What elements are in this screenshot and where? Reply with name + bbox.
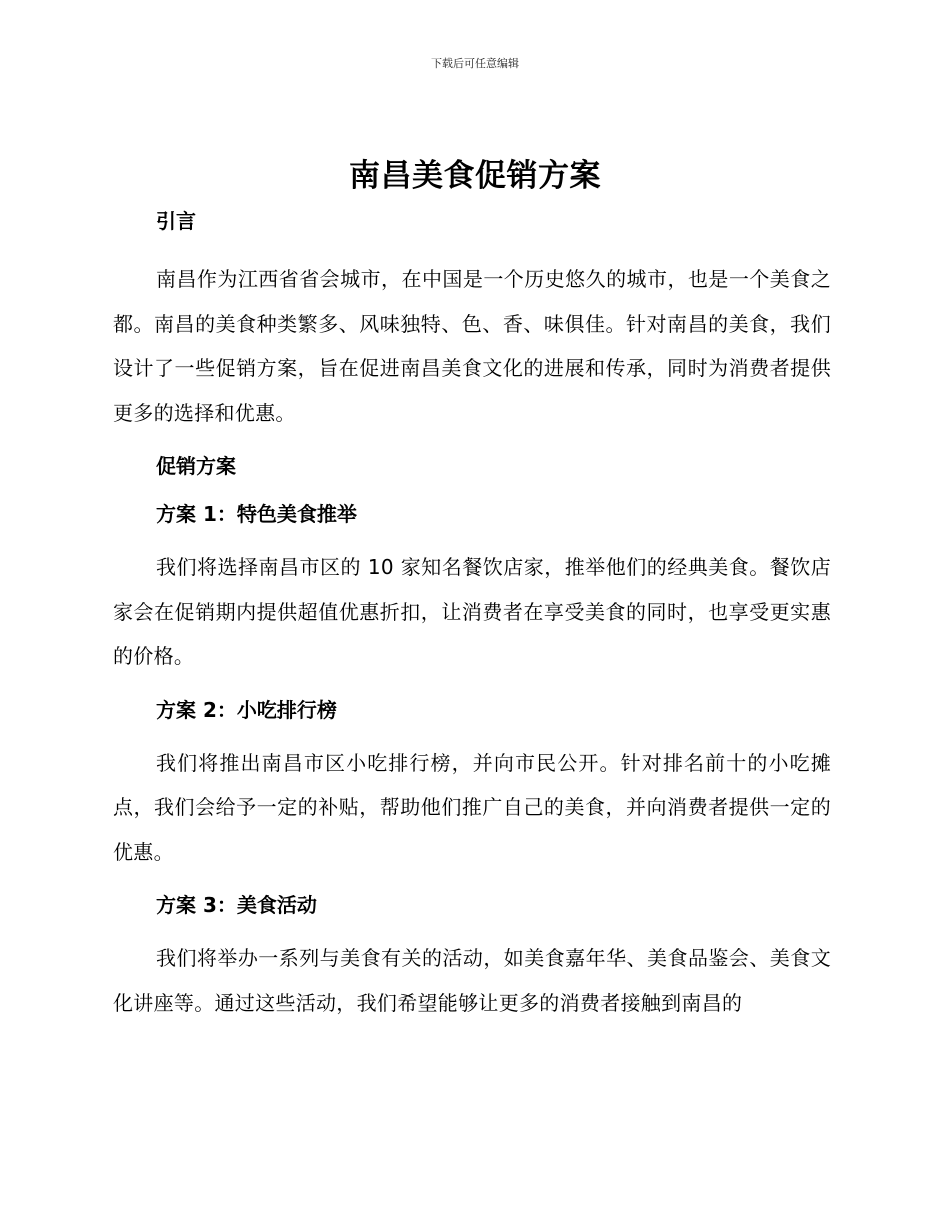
section-paragraph-plan-1: 我们将选择南昌市区的 10 家知名餐饮店家，推举他们的经典美食。餐饮店家会在促销期内提供超值优惠折扣，让消费者在享受美食的同时，也享受更实惠的价格。: [113, 555, 831, 668]
document-body: [113, 204, 831, 1025]
page-header-note: 下载后可任意编辑: [431, 57, 519, 70]
section-heading-plan-2: 方案 2：小吃排行榜: [156, 697, 337, 722]
section-paragraph-intro: 南昌作为江西省省会城市，在中国是一个历史悠久的城市，也是一个美食之都。南昌的美食种类繁多、风味独特、色、香、味俱佳。针对南昌的美食，我们设计了一些促销方案，旨在促进南昌美食文化的进展和传承，同时为消费者提供更多的选择和优惠。: [113, 267, 831, 425]
section-heading-plan-3: 方案 3：美食活动: [156, 893, 317, 917]
section-heading-promotion-plans: 促销方案: [156, 454, 236, 478]
section-paragraph-plan-3: 我们将举办一系列与美食有关的活动，如美食嘉年华、美食品鉴会、美食文化讲座等。通过这些活动，我们希望能够让更多的消费者接触到南昌的: [113, 946, 831, 1015]
document-title: 南昌美食促销方案: [349, 158, 601, 194]
section-paragraph-plan-2: 我们将推出南昌市区小吃排行榜，并向市民公开。针对排名前十的小吃摊点，我们会给予一定的补贴，帮助他们推广自己的美食，并向消费者提供一定的优惠。: [113, 750, 831, 864]
section-heading-plan-1: 方案 1：特色美食推举: [156, 502, 357, 526]
section-heading-intro: 引言: [156, 209, 196, 233]
